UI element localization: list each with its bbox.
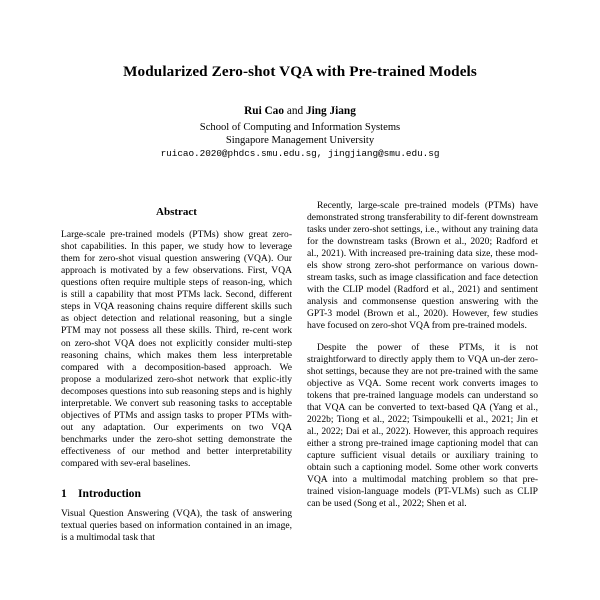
author-first: Rui Cao <box>244 105 284 117</box>
affiliation-university: Singapore Management University <box>225 135 375 146</box>
author-second: Jing Jiang <box>305 105 356 117</box>
abstract-text: Large-scale pre-trained models (PTMs) show great zero-shot capabilities. In this paper, we study how to leverage them for zero-shot visual question answering (VQA). Our approach is motivated by a few observations. First, VQA questions often require multiple steps of reason-ing, which is still a capability that most PTMs lack. Second, different steps in VQA reasoning chains require different skills such as object detection and relational reasoning, but a single PTM may not possess all these skills. Third, re-cent work on zero-shot VQA does not explicitly consider multi-step reasoning chains, which makes them less interpretable compared with a decomposition-based approach. We propose a modularized zero-shot network that explic-itly decomposes questions into sub reasoning steps and is highly interpretable. We convert sub reasoning tasks to acceptable objectives of PTMs and assign tasks to proper PTMs with-out any adaptation. Our experiments on two VQA benchmarks under the zero-shot setting demonstrate the effectiveness of our method and better interpretability compared with sev-eral baselines. <box>61 229 292 469</box>
affiliation-school: School of Computing and Information Systems <box>199 122 401 133</box>
author-emails: ruicao.2020@phdcs.smu.edu.sg, jingjiang@smu.edu.sg <box>160 148 440 159</box>
section-heading-introduction <box>61 487 292 500</box>
body-paragraph: Despite the power of these PTMs, it is not straightforward to directly apply them to VQA un-der zero-shot settings, because they are not pre-trained with the same objective as VQA. Some recent work converts images to tokens that pre-trained language models can understand so that VQA can be converted to text-based QA (Yang et al., 2022b; Tiong et al., 2022; Tsimpoukelli et al., 2021; Jin et al., 2022; Dai et al., 2022). However, this approach requires either a strong pre-trained image captioning model that can capture sufficient visual details or auxiliary training to obtain such a captioning model. Some other work converts VQA into a multimodal matching problem so that pre-trained vision-language models (PT-VLMs) such as CLIP can be used (Song et al., 2022; Shen et al. <box>307 341 538 510</box>
column-right <box>307 200 538 510</box>
section-title: Introduction <box>78 487 141 501</box>
author-list <box>50 104 550 118</box>
introduction-paragraph: Visual Question Answering (VQA), the task of answering textual queries based on information contained in an image, is a multimodal task that <box>61 508 292 544</box>
column-left <box>61 200 292 545</box>
body-paragraph: Recently, large-scale pre-trained models (PTMs) have demonstrated strong transferability to dif-ferent downstream tasks under zero-shot settings, i.e., without any training data for the downstream tasks (Brown et al., 2020; Radford et al., 2021). With increased pre-training data size, these mod-els show strong zero-shot performance on various down-stream tasks, such as image classification and face detection with the CLIP model (Radford et al., 2021) and sentiment analysis and commonsense question answering with the GPT-3 model (Brown et al., 2020). However, few studies have focused on zero-shot VQA from pre-trained models. <box>307 200 538 332</box>
page-title: Modularized Zero-shot VQA with Pre-trained Models <box>123 63 477 80</box>
author-conjunction: and <box>286 105 304 117</box>
section-number: 1 <box>61 487 67 501</box>
abstract-heading: Abstract <box>156 206 197 218</box>
